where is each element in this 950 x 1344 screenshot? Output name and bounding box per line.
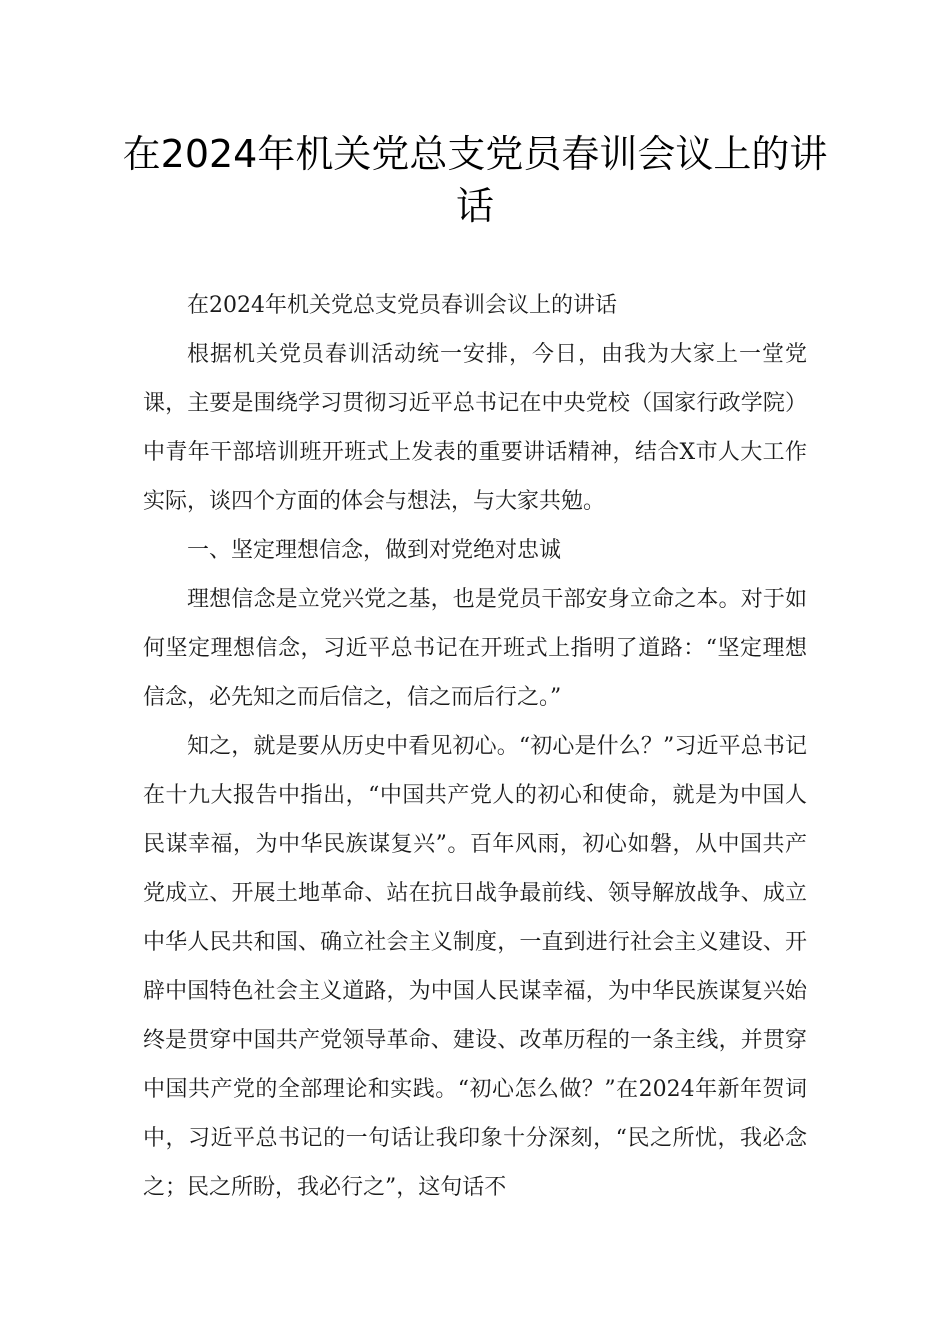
document-body	[143, 281, 807, 1212]
paragraph-knowing: 知之，就是要从历史中看见初心。“初心是什么？”习近平总书记在十九大报告中指出，“中国共产党人的初心和使命，就是为中国人民谋幸福，为中华民族谋复兴”。百年风雨，初心如磐，从中国共产党成立、开展土地革命、站在抗日战争最前线、领导解放战争、成立中华人民共和国、确立社会主义制度，一直到进行社会主义建设、开辟中国特色社会主义道路，为中国人民谋幸福，为中华民族谋复兴始终是贯穿中国共产党领导革命、建设、改革历程的一条主线，并贯穿中国共产党的全部理论和实践。“初心怎么做？”在2024年新年贺词中，习近平总书记的一句话让我印象十分深刻，“民之所忧，我必念之；民之所盼，我必行之”，这句话不	[143, 734, 808, 1200]
section-heading-1: 一、坚定理想信念，做到对党绝对忠诚	[187, 538, 562, 563]
document-title: 在2024年机关党总支党员春训会议上的讲话	[122, 132, 828, 228]
paragraph-ideals: 理想信念是立党兴党之基，也是党员干部安身立命之本。对于如何坚定理想信念，习近平总书记在开班式上指明了道路：“坚定理想信念，必先知之而后信之，信之而后行之。”	[143, 587, 807, 710]
paragraph-subtitle: 在2024年机关党总支党员春训会议上的讲话	[187, 293, 617, 318]
paragraph-intro: 根据机关党员春训活动统一安排，今日，由我为大家上一堂党课，主要是围绕学习贯彻习近平总书记在中央党校（国家行政学院）中青年干部培训班开班式上发表的重要讲话精神，结合X市人大工作实际，谈四个方面的体会与想法，与大家共勉。	[143, 342, 807, 514]
